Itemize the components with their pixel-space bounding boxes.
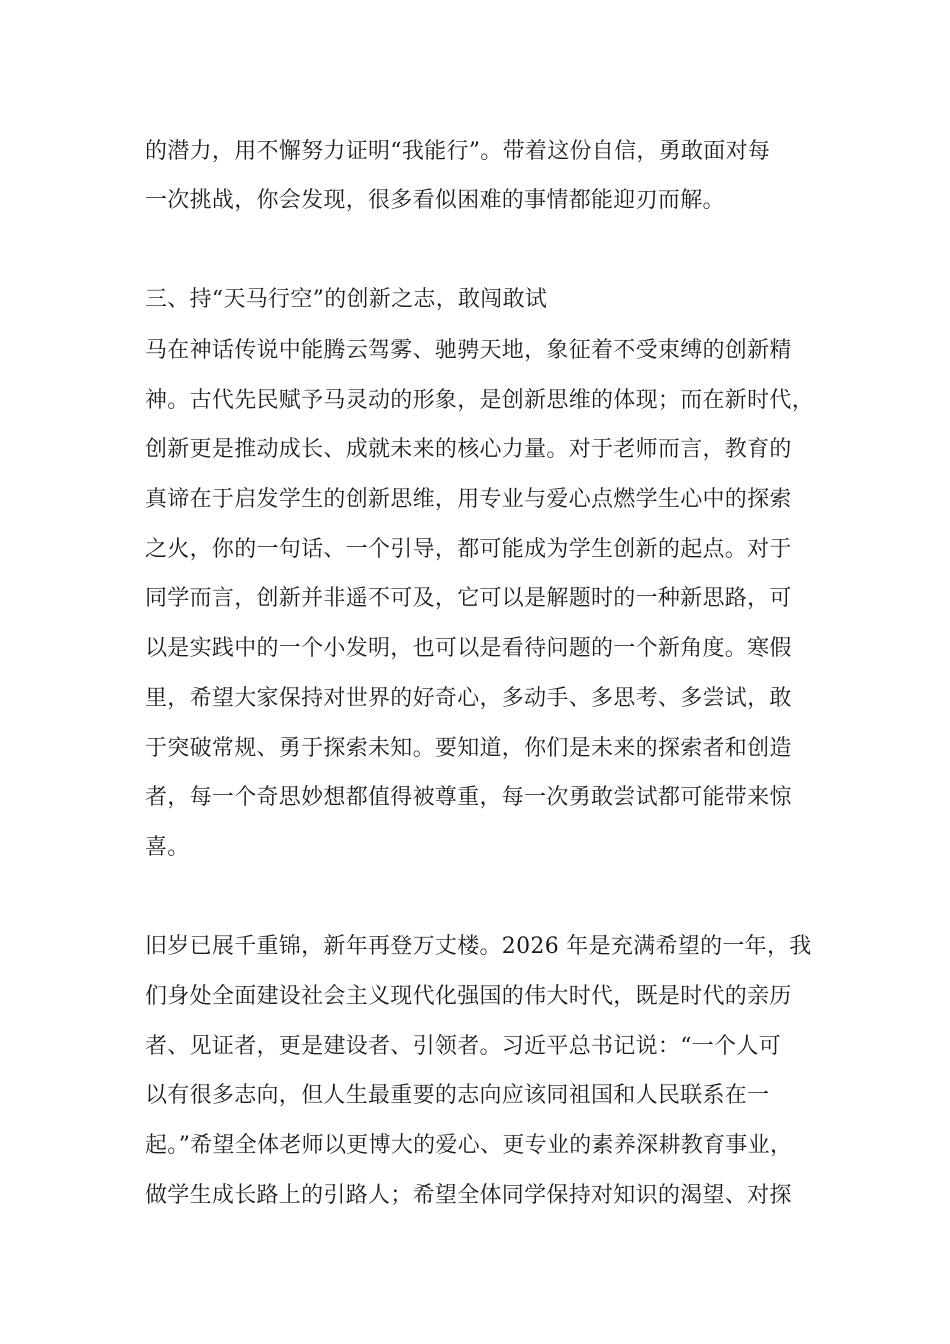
- text-line: 以有很多志向，但人生最重要的志向应该同祖国和人民联系在一: [145, 1083, 770, 1108]
- text-line: 里，希望大家保持对世界的好奇心，多动手、多思考、多尝试，敢: [145, 686, 792, 711]
- text-line: 之火，你的一句话、一个引导，都可能成为学生创新的起点。对于: [145, 537, 792, 562]
- text-line: 于突破常规、勇于探索未知。要知道，你们是未来的探索者和创造: [145, 736, 792, 761]
- text-line: 马在神话传说中能腾云驾雾、驰骋天地，象征着不受束缚的创新精: [145, 338, 792, 363]
- text-line: 起。”希望全体老师以更博大的爱心、更专业的素养深耕教育事业，: [145, 1133, 793, 1158]
- text-line: 者、见证者，更是建设者、引领者。习近平总书记说：“一个人可: [145, 1034, 781, 1059]
- text-line: 创新更是推动成长、成就未来的核心力量。对于老师而言，教育的: [145, 437, 792, 462]
- text-line: 以是实践中的一个小发明，也可以是看待问题的一个新角度。寒假: [145, 636, 792, 661]
- text-line: 真谛在于启发学生的创新思维，用专业与爱心点燃学生心中的探索: [145, 487, 792, 512]
- text-line: 一次挑战，你会发现，很多看似困难的事情都能迎刃而解。: [145, 188, 725, 213]
- section-heading: 三、持“天马行空”的创新之志，敢闯敢试: [145, 287, 548, 312]
- text-line: 旧岁已展千重锦，新年再登万丈楼。2026 年是充满希望的一年，我: [145, 934, 812, 959]
- text-line: 们身处全面建设社会主义现代化强国的伟大时代，既是时代的亲历: [145, 984, 792, 1009]
- text-line: 者，每一个奇思妙想都值得被尊重，每一次勇敢尝试都可能带来惊: [145, 785, 792, 810]
- text-line: 同学而言，创新并非遥不可及，它可以是解题时的一种新思路，可: [145, 586, 792, 611]
- text-line: 的潜力，用不懈努力证明“我能行”。带着这份自信，勇敢面对每: [145, 139, 771, 164]
- text-line: 做学生成长路上的引路人；希望全体同学保持对知识的渴望、对探: [145, 1183, 792, 1208]
- text-line: 神。古代先民赋予马灵动的形象，是创新思维的体现；而在新时代，: [145, 388, 815, 413]
- text-line: 喜。: [145, 835, 190, 860]
